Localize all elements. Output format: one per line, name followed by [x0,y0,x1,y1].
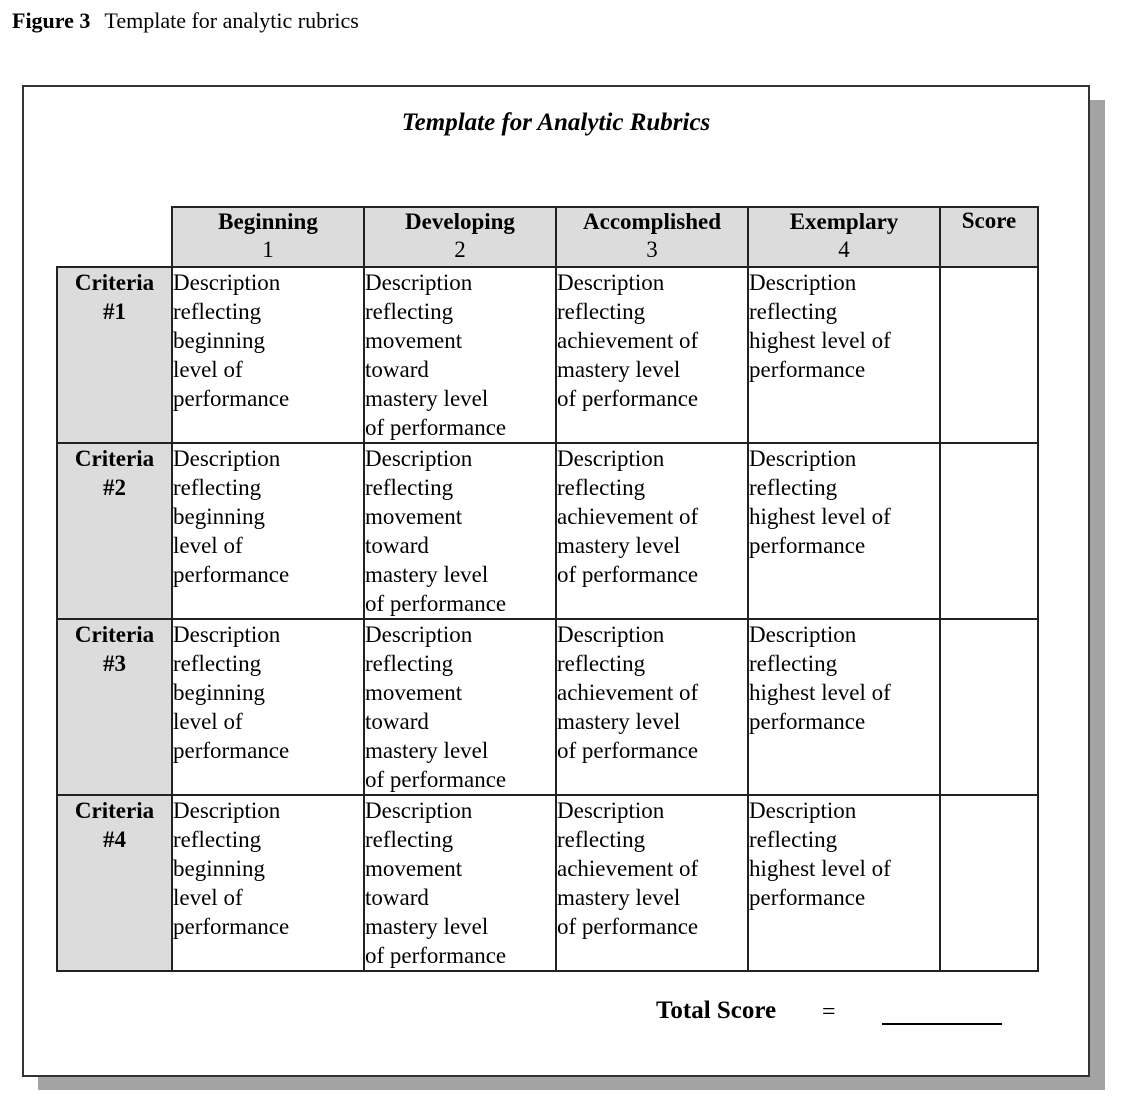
level-number: 1 [262,237,274,262]
description-line: beginning [173,328,265,353]
description-line: mastery level [557,885,681,910]
description-line: achievement of [557,680,699,705]
description-line: reflecting [365,827,454,852]
description-line: of performance [365,415,507,440]
level-name: Developing [405,209,515,234]
description-line: performance [173,914,290,939]
description-line: of performance [557,386,699,411]
rubric-table [56,206,1039,972]
description-line: level of [173,709,243,734]
description-line: beginning [173,504,265,529]
description-line: Description [365,270,473,295]
description-line: of performance [365,767,507,792]
header-row [57,207,1038,267]
description-line: reflecting [557,299,646,324]
description-line: performance [173,562,290,587]
criteria-label: Criteria [74,270,155,295]
description-cell [172,443,364,619]
criteria-label-cell [57,443,172,619]
description-line: reflecting [557,827,646,852]
description-cell [748,443,940,619]
description-line: reflecting [749,651,838,676]
description-line: Description [749,622,857,647]
level-header-accomplished [556,207,748,267]
description-line: reflecting [365,299,454,324]
description-line: Description [365,622,473,647]
corner-cell [57,207,172,267]
description-cell [364,443,556,619]
description-line: mastery level [557,533,681,558]
description-cell [364,619,556,795]
description-cell [172,619,364,795]
criteria-number: #4 [103,827,126,852]
description-line: Description [173,798,281,823]
description-line: movement [365,680,463,705]
description-line: Description [365,798,473,823]
description-line: highest level of [749,328,891,353]
description-line: mastery level [557,709,681,734]
description-line: Description [173,622,281,647]
rubric-body [57,267,1038,971]
description-cell [364,267,556,443]
description-line: achievement of [557,856,699,881]
description-line: reflecting [749,475,838,500]
description-line: Description [557,798,665,823]
description-line: mastery level [365,914,489,939]
description-line: Description [173,446,281,471]
description-line: reflecting [173,827,262,852]
figure-label: Figure 3 [12,8,91,33]
description-line: Description [749,798,857,823]
criteria-label: Criteria [74,622,155,647]
description-line: performance [749,533,866,558]
total-score-blank[interactable] [882,1023,1002,1025]
description-cell [556,619,748,795]
description-line: toward [365,709,429,734]
description-line: Description [365,446,473,471]
description-line: toward [365,885,429,910]
figure-caption-text: Template for analytic rubrics [104,8,359,33]
criteria-label-cell [57,267,172,443]
description-cell [748,795,940,971]
description-line: Description [557,622,665,647]
description-line: highest level of [749,680,891,705]
description-line: movement [365,328,463,353]
description-line: Description [557,446,665,471]
score-cell[interactable] [940,267,1038,443]
criteria-row [57,443,1038,619]
description-line: movement [365,856,463,881]
equals-sign: = [822,999,836,1025]
description-line: reflecting [749,827,838,852]
description-line: performance [749,885,866,910]
description-line: level of [173,533,243,558]
description-line: mastery level [365,386,489,411]
description-cell [172,267,364,443]
description-line: beginning [173,680,265,705]
rubric-frame [22,85,1090,1077]
description-line: reflecting [173,651,262,676]
description-line: toward [365,357,429,382]
description-line: reflecting [557,651,646,676]
level-name: Beginning [218,209,318,234]
description-line: Description [749,270,857,295]
level-number: 2 [454,237,466,262]
description-line: reflecting [365,651,454,676]
description-line: performance [749,709,866,734]
level-header-beginning [172,207,364,267]
description-cell [556,443,748,619]
description-cell [748,267,940,443]
description-cell [556,267,748,443]
description-line: reflecting [365,475,454,500]
description-cell [556,795,748,971]
description-line: mastery level [365,738,489,763]
level-header-exemplary [748,207,940,267]
score-cell[interactable] [940,795,1038,971]
level-number: 3 [646,237,658,262]
description-line: reflecting [173,475,262,500]
criteria-number: #3 [103,651,126,676]
description-line: of performance [557,738,699,763]
criteria-label: Criteria [74,798,155,823]
description-line: of performance [557,914,699,939]
description-line: achievement of [557,504,699,529]
description-line: mastery level [557,357,681,382]
description-line: performance [749,357,866,382]
description-line: reflecting [749,299,838,324]
description-line: Description [749,446,857,471]
description-cell [364,795,556,971]
level-name: Exemplary [789,209,899,234]
rubric-title: Template for Analytic Rubrics [401,109,711,136]
description-cell [172,795,364,971]
criteria-label: Criteria [74,446,155,471]
criteria-row [57,619,1038,795]
description-line: toward [365,533,429,558]
description-line: level of [173,885,243,910]
description-line: performance [173,738,290,763]
criteria-label-cell [57,795,172,971]
criteria-row [57,795,1038,971]
level-number: 4 [838,237,850,262]
description-line: beginning [173,856,265,881]
description-line: level of [173,357,243,382]
description-line: Description [557,270,665,295]
level-header-developing [364,207,556,267]
criteria-row [57,267,1038,443]
description-line: reflecting [557,475,646,500]
figure-caption [12,8,359,34]
score-cell[interactable] [940,619,1038,795]
criteria-label-cell [57,619,172,795]
description-line: highest level of [749,504,891,529]
description-cell [748,619,940,795]
description-line: mastery level [365,562,489,587]
score-header: Score [940,207,1038,267]
description-line: of performance [557,562,699,587]
criteria-number: #1 [103,299,126,324]
score-cell[interactable] [940,443,1038,619]
criteria-number: #2 [103,475,126,500]
description-line: highest level of [749,856,891,881]
description-line: performance [173,386,290,411]
total-score-label: Total Score [656,997,777,1024]
level-name: Accomplished [583,209,721,234]
description-line: reflecting [173,299,262,324]
description-line: of performance [365,591,507,616]
description-line: movement [365,504,463,529]
description-line: of performance [365,943,507,968]
description-line: achievement of [557,328,699,353]
description-line: Description [173,270,281,295]
